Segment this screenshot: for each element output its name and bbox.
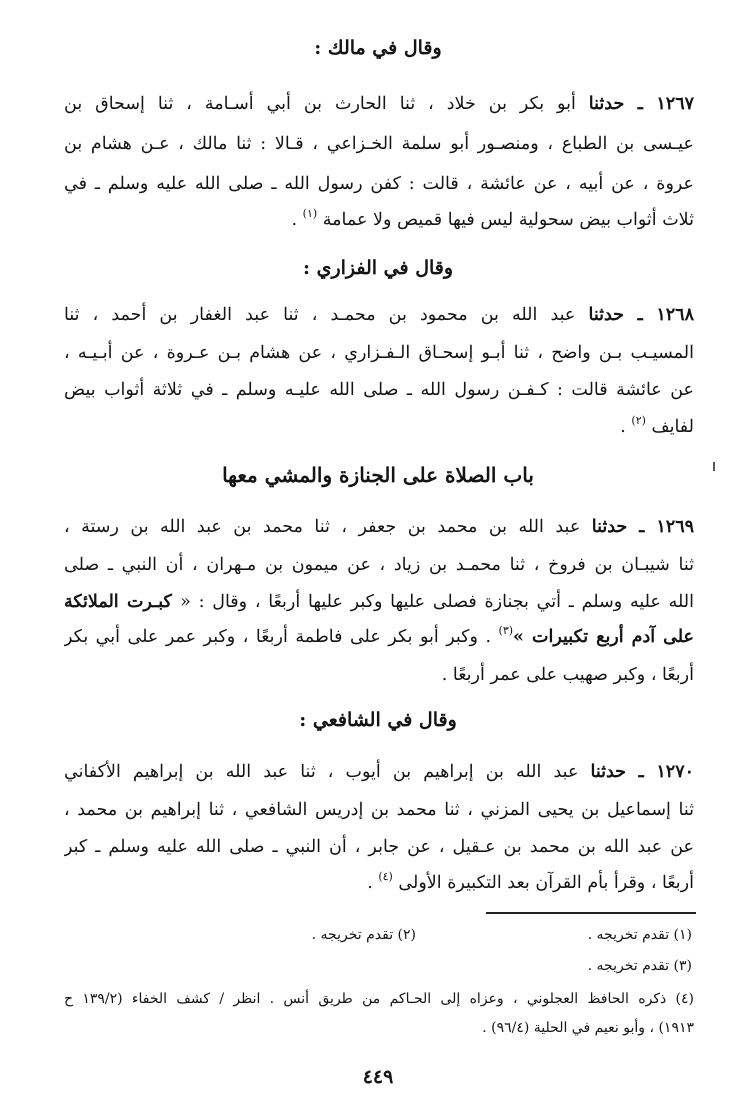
scan-speck — [713, 462, 715, 471]
footnote-marker: (٤) — [378, 870, 393, 883]
hadith-1270-line-2: ثنا إسماعيل بن يحيى المزني ، ثنا محمد بن إدريس الشافعي ، ثنا إبراهيم بن محمد ، — [64, 800, 694, 820]
hadith-1267-line-2: عيـسى بن الطباع ، ومنصـور أبو سلمة الخـزاعي ، قـالا : ثنا مالك ، عـن هشام بن — [64, 134, 694, 154]
hadith-1268-line-4: لفايف $^{(٢)}$ . — [620, 414, 694, 437]
hadith-1269-line-4: على آدم أربع تكبيرات »$^{(٣)}$ . وكبر أبو بكر على فاطمة أربعًا ، وكبر عمر على أبي بكر — [64, 624, 694, 647]
footnote-1: (١) تقدم تخريجه . — [587, 927, 692, 943]
hadith-1269-line-3: الله عليه وسلم ـ أتي بجنازة فصلى عليها وكبر عليها أربعًا ، وقال : « كبـرت الملائكة — [64, 592, 694, 612]
section-heading-fazari: وقال في الفزاري : — [302, 257, 454, 279]
page-number: ٤٤٩ — [362, 1066, 394, 1088]
footnote-4-line-2: ١٩١٣) ، وأبو نعيم في الحلية (٩٦/٤) . — [482, 1020, 694, 1036]
footnote-marker: (١) — [302, 207, 318, 220]
hadith-1269-line-1: ١٢٦٩ ـ حدثنا عبد الله بن محمد بن جعفر ، ثنا محمد بن عبد الله بن رستة ، — [64, 517, 694, 537]
section-heading-shafii: وقال في الشافعي : — [299, 709, 457, 731]
hadith-1269-line-5: أربعًا ، وكبر صهيب على عمر أربعًا . — [441, 665, 694, 685]
section-heading-malik: وقال في مالك : — [314, 37, 442, 59]
hadith-number: ١٢٦٩ ـ حدثنا — [591, 517, 694, 537]
footnote-marker: (٣) — [498, 624, 514, 637]
hadith-number: ١٢٦٨ ـ حدثنا — [588, 305, 694, 325]
hadith-1269-line-2: ثنا شيبـان بن فروخ ، ثنا محمـد بن زياد ، عن ميمون بن مـهران ، أن النبي ـ صلى — [64, 555, 694, 575]
hadith-1270-line-1: ١٢٧٠ ـ حدثنا عبد الله بن إبراهيم بن أيوب ، ثنا عبد الله بن إبراهيم الأكفاني — [64, 762, 694, 782]
chapter-heading: باب الصلاة على الجنازة والمشي معها — [222, 463, 534, 487]
footnote-4-line-1: (٤) ذكره الحافظ العجلوني ، وعزاه إلى الحـاكم من طريق أنس . انظر / كشف الخفاء (١٣٩/٢ ح — [64, 991, 694, 1007]
hadith-1267-line-4: ثلاث أثواب بيض سحولية ليس فيها قميص ولا عمامة $^{(١)}$ . — [291, 207, 694, 230]
hadith-1268-line-3: عن عائشة قالت : كـفـن رسول الله ـ صلى الله عليـه وسلم ـ في ثلاثة أثواب بيض — [64, 380, 694, 400]
hadith-number: ١٢٧٠ ـ حدثنا — [590, 762, 694, 782]
hadith-1270-line-3: عن عبد الله بن محمد بن عـقيل ، عن جابر ، أن النبي ـ صلى الله عليه وسلم ـ كبر — [64, 837, 694, 857]
footnote-marker: (٢) — [631, 414, 646, 427]
hadith-1267-line-3: عروة ، عن أبيه ، عن عائشة ، قالت : كفن رسول الله ـ صلى الله عليه وسلم ـ في — [64, 174, 694, 194]
hadith-1270-line-4: أربعًا ، وقرأ بأم القرآن بعد التكبيرة الأولى $^{(٤)}$ . — [367, 870, 694, 893]
hadith-1267-line-1: ١٢٦٧ ـ حدثنا أبو بكر بن خلاد ، ثنا الحارث بن أبي أسـامة ، ثنا إسحاق بن — [64, 94, 694, 114]
hadith-number: ١٢٦٧ ـ حدثنا — [588, 94, 694, 114]
footnote-3: (٣) تقدم تخريجه . — [587, 958, 692, 974]
hadith-1268-line-2: المسيـب بـن واضح ، ثنا أبـو إسحـاق الـفـزاري ، عن هشام بـن عـروة ، عن أبـيـه ، — [64, 343, 694, 363]
hadith-1268-line-1: ١٢٦٨ ـ حدثنا عبد الله بن محمود بن محمـد ، ثنا عبد الغفار بن أحمد ، ثنا — [64, 305, 694, 325]
footnote-2: (٢) تقدم تخريجه . — [311, 927, 416, 943]
footnote-separator — [486, 912, 696, 914]
